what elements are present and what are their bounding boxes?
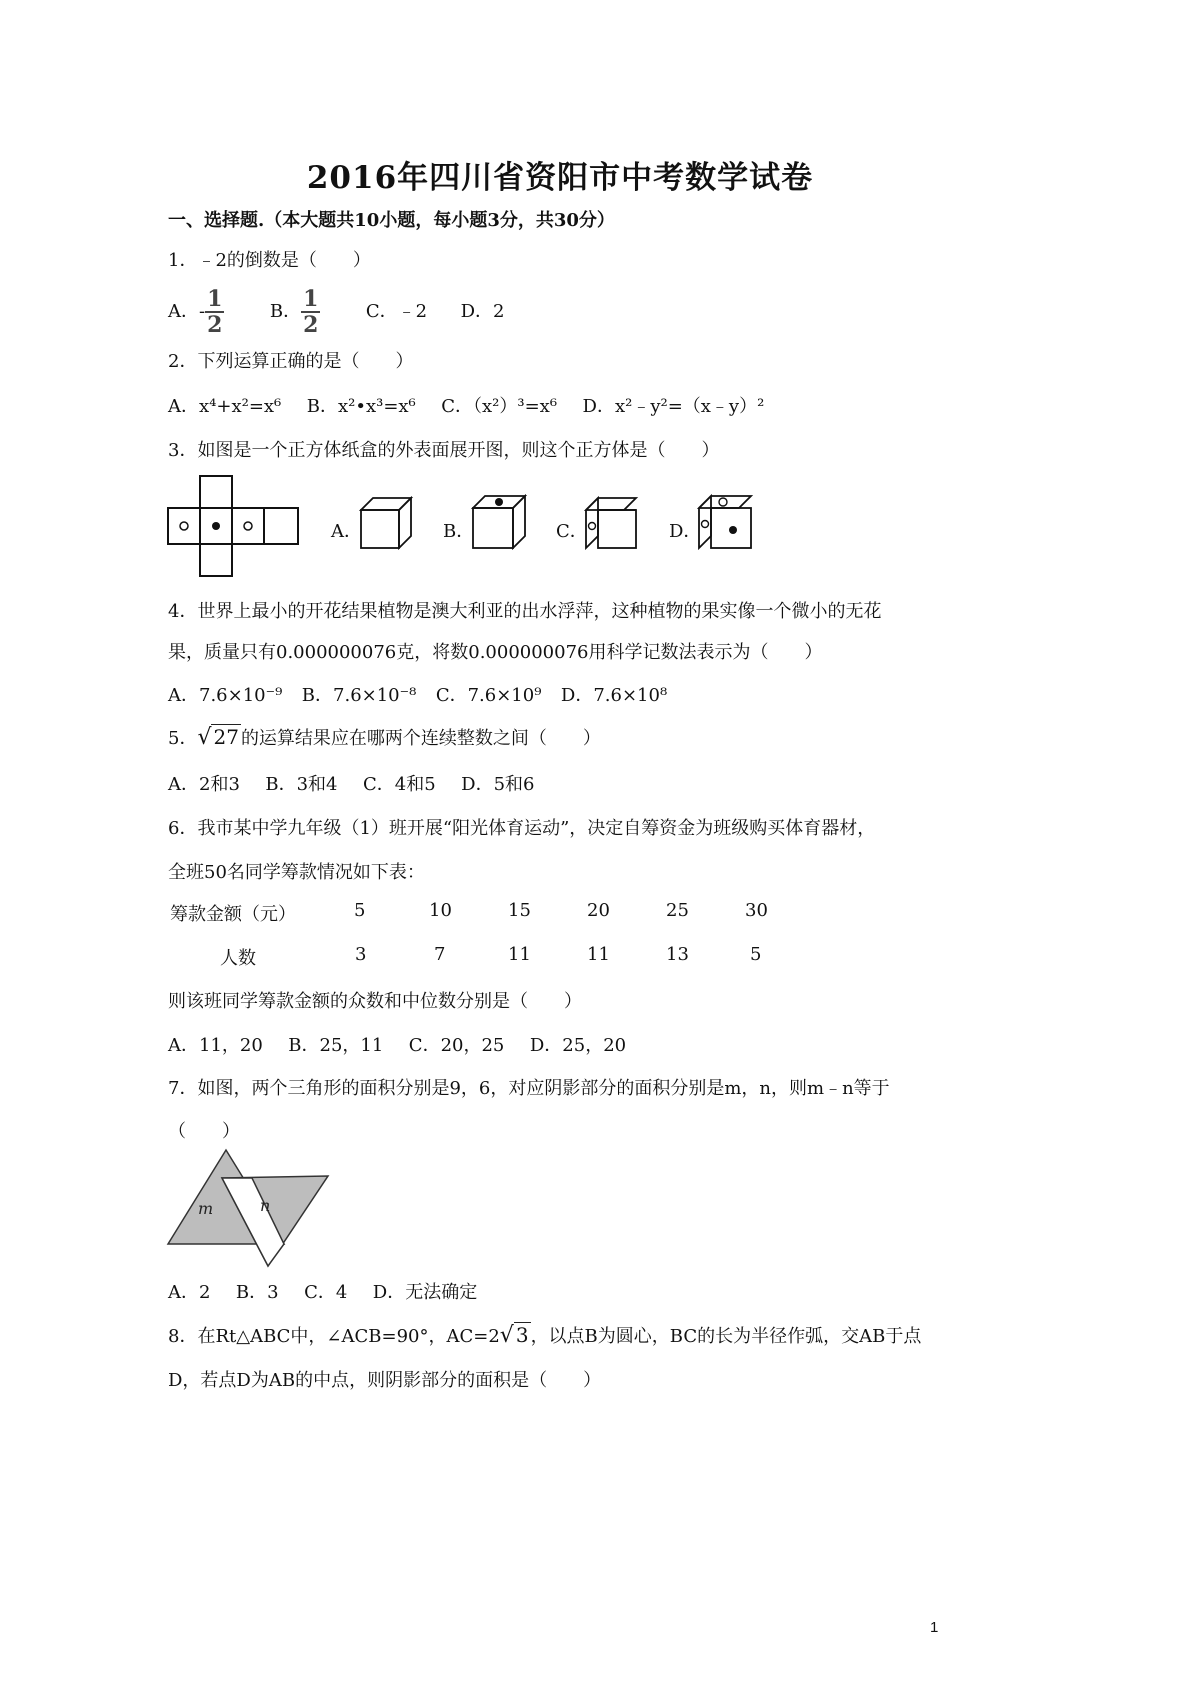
q3-stem: 3．如图是一个正方体纸盒的外表面展开图，则这个正方体是（ ） <box>168 440 720 461</box>
q1-option-a-fraction: $\frac{1}{2}$ <box>207 286 223 338</box>
q6-line1: 6．我市某中学九年级（1）班开展“阳光体育运动”，决定自筹资金为班级购买体育器材， <box>168 818 876 839</box>
hollow-dot-icon <box>180 522 188 530</box>
q1-option-b-label: B． <box>269 301 302 322</box>
q6-option-d: D．25，20 <box>529 1035 627 1056</box>
hollow-dot-icon <box>719 498 727 506</box>
q1-option-b-fraction: $\frac{1}{2}$ <box>303 286 319 338</box>
q5-option-b: B．3和4 <box>265 774 338 795</box>
q4-option-c: C．7.6×10⁹ <box>435 685 542 706</box>
q2-option-c: C．（x²）³=x⁶ <box>441 396 558 417</box>
q6-option-c: C．20，25 <box>408 1035 505 1056</box>
q8-line1 <box>168 1322 921 1348</box>
q4-line2: 果，质量只有0.000000076克，将数0.000000076用科学记数法表示为（ ） <box>168 642 823 663</box>
table-cell: 5 <box>750 944 762 965</box>
label-m: m <box>198 1199 214 1218</box>
q2-option-d: D．x²﹣y²=（x﹣y）² <box>582 396 765 417</box>
table-cell: 20 <box>587 900 610 921</box>
q1-option-a-label: A．- <box>168 301 206 322</box>
q7-options <box>168 1278 477 1304</box>
page-number: 1 <box>930 1619 939 1636</box>
table-cell: 11 <box>587 944 610 965</box>
q7-option-c: C．4 <box>304 1282 348 1303</box>
q3-option-d-label: D． <box>669 521 702 542</box>
hollow-dot-icon <box>244 522 252 530</box>
page-title: 2016年四川省资阳市中考数学试卷 <box>306 160 814 196</box>
table-cell: 7 <box>434 944 446 965</box>
q5-text: 的运算结果应在哪两个连续整数之间（ ） <box>240 728 601 749</box>
q1-option-c: C．﹣2 <box>365 301 428 322</box>
table-cell: 3 <box>355 944 367 965</box>
q1-options <box>168 287 504 337</box>
sqrt-27: √ 27 <box>197 725 239 750</box>
q1-stem: 1．﹣2的倒数是（ ） <box>168 250 371 271</box>
q5-stem <box>168 724 601 750</box>
cube-option-d-figure <box>697 494 755 552</box>
hollow-dot-icon <box>702 521 709 528</box>
table-row2-label: 人数 <box>220 948 256 969</box>
solid-dot-icon <box>729 526 737 534</box>
q7-option-d: D．无法确定 <box>372 1282 478 1303</box>
cube-net-figure <box>166 474 306 580</box>
cube-option-a-figure <box>359 496 415 552</box>
cube-option-c-figure <box>584 496 640 552</box>
q4-options <box>168 681 667 707</box>
q5-option-d: D．5和6 <box>461 774 535 795</box>
q7-line2: （ ） <box>168 1121 240 1142</box>
q2-option-b: B．x²•x³=x⁶ <box>306 396 416 417</box>
q3-option-c-label: C． <box>556 521 588 542</box>
table-cell: 13 <box>666 944 689 965</box>
q7-line1: 7．如图，两个三角形的面积分别是9，6，对应阴影部分的面积分别是m，n，则m﹣n等于 <box>168 1078 890 1099</box>
table-cell: 11 <box>508 944 531 965</box>
q2-option-a: A．x⁴+x²=x⁶ <box>168 396 282 417</box>
q2-options <box>168 392 764 418</box>
table-cell: 15 <box>508 900 531 921</box>
triangles-figure <box>166 1148 336 1270</box>
q4-option-a: A．7.6×10⁻⁹ <box>168 685 283 706</box>
q6-option-b: B．25，11 <box>288 1035 384 1056</box>
q6-option-a: A．11，20 <box>168 1035 263 1056</box>
table-cell: 25 <box>666 900 689 921</box>
q5-options <box>168 770 534 796</box>
q8-text-a: 8．在Rt△ABC中，∠ACB=90°，AC=2 <box>168 1326 500 1347</box>
q6-line2: 全班50名同学筹款情况如下表： <box>168 862 425 883</box>
table-row1-label: 筹款金额（元） <box>170 904 296 925</box>
section-heading: 一、选择题.（本大题共10小题，每小题3分，共30分） <box>168 210 615 231</box>
solid-dot-icon <box>495 498 503 506</box>
sqrt-3: √ 3 <box>499 1323 529 1348</box>
table-cell: 10 <box>429 900 452 921</box>
q4-line1: 4．世界上最小的开花结果植物是澳大利亚的出水浮萍，这种植物的果实像一个微小的无花 <box>168 601 882 622</box>
solid-dot-icon <box>212 522 220 530</box>
q3-option-a-label: A． <box>331 521 362 542</box>
table-cell: 5 <box>354 900 366 921</box>
hollow-dot-icon <box>589 523 596 530</box>
q6-options <box>168 1031 626 1057</box>
q5-option-c: C．4和5 <box>362 774 436 795</box>
q2-stem: 2．下列运算正确的是（ ） <box>168 351 414 372</box>
q4-option-d: D．7.6×10⁸ <box>560 685 668 706</box>
q7-option-b: B．3 <box>235 1282 279 1303</box>
q1-option-d: D．2 <box>460 301 505 322</box>
label-n: n <box>260 1196 271 1215</box>
table-cell: 30 <box>745 900 768 921</box>
cube-option-b-figure <box>471 494 529 552</box>
q8-line2: D，若点D为AB的中点，则阴影部分的面积是（ ） <box>168 1370 602 1391</box>
q8-text-b: ，以点B为圆心，BC的长为半径作弧，交AB于点 <box>530 1326 922 1347</box>
q5-option-a: A．2和3 <box>168 774 240 795</box>
q3-option-b-label: B． <box>443 521 475 542</box>
q4-option-b: B．7.6×10⁻⁸ <box>301 685 417 706</box>
q7-option-a: A．2 <box>168 1282 211 1303</box>
q6-question: 则该班同学筹款金额的众数和中位数分别是（ ） <box>168 991 582 1012</box>
q5-number: 5． <box>168 728 198 749</box>
